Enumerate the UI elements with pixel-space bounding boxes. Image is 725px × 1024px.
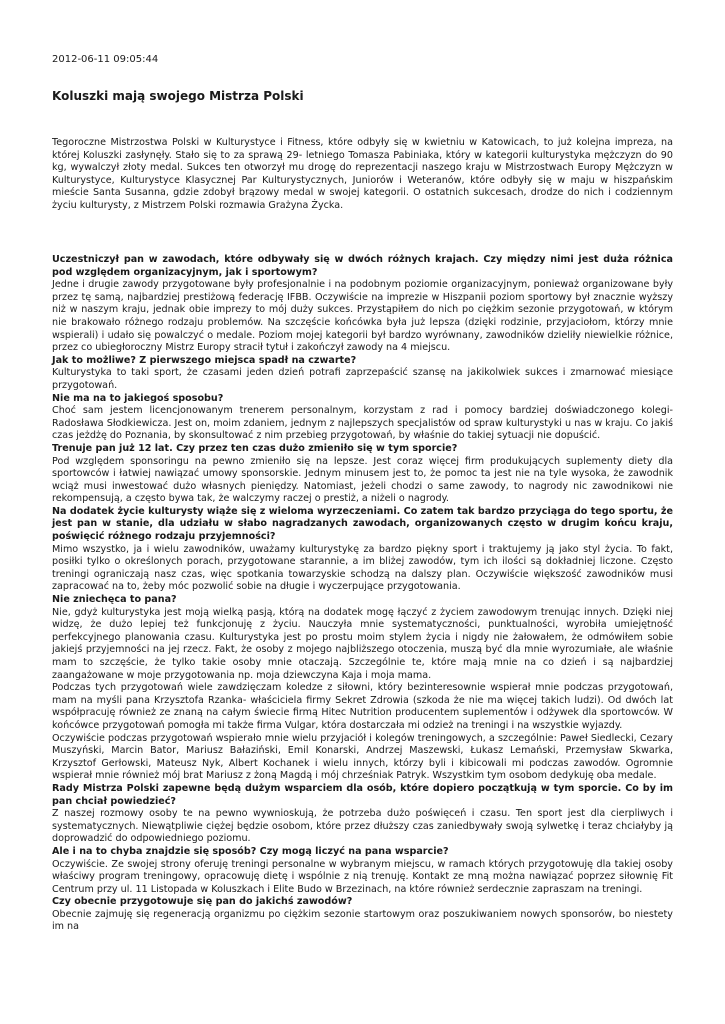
interview-answer: Oczywiście podczas przygotowań wspierało mnie wielu przyjaciół i kolegów treningowych, a szczególnie: Paweł Siedlecki, Cezary Muszyński, Marcin Bator, Mariusz Bałaziński, Emil Konarski, Andrzej Maszewski, Łukasz Lemański, Przemysław Skwarka, Krzysztof Gerłowski, Mateusz Nyk, Albert Kochanek i wielu innych, którzy byli i kibicowali mi podczas zawodów. Ogromnie wspierał mnie również mój brat Mariusz z żoną Magdą i mój chrześniak Patryk. Wszystkim tym osobom dedykuję oba medale.	[52, 732, 673, 782]
interview-question: Rady Mistrza Polski zapewne będą dużym wsparciem dla osób, które dopiero początkują w tym sporcie. Co by im pan chciał powiedzieć?	[52, 782, 673, 807]
interview-question: Ale i na to chyba znajdzie się sposób? Czy mogą liczyć na pana wsparcie?	[52, 845, 449, 857]
interview-answer: Podczas tych przygotowań wiele zawdzięczam koledze z siłowni, który bezinteresownie wspierał mnie podczas przygotowań, mam na myśli pana Krzysztofa Rzanka- właściciela firmy Sekret Zdrowia (szkoda że nie ma więcej takich ludzi). Od dwóch lat współpracuję również ze znaną na całym świecie firmą Hitec Nutrition producentem suplementów i odżywek dla sportowców. W końcówce przygotowań pomogła mi także firma Vulgar, która dostarczała mi odzież na treningi i na wszystkie wyjazdy.	[52, 682, 673, 731]
interview-answer: Pod względem sponsoringu na pewno zmieniło się na lepsze. Jest coraz więcej firm produkujących suplementy diety dla sportowców i łatwiej nawiązać umowy sponsorskie. Jednym minusem jest to, że pomoc ta jest nie na tyle wysoka, że zawodnik wciąż musi inwestować dużo własnych pieniędzy. Natomiast, jeżeli chodzi o same zawody, to nagrody nic zawodnikowi nie rekompensują, a często bywa tak, że walczymy raczej o prestiż, a niżeli o nagrody.	[52, 455, 673, 505]
interview-question: Uczestniczył pan w zawodach, które odbywały się w dwóch różnych krajach. Czy między nimi jest duża różnica pod względem organizacyjnym, jak i sportowym?	[52, 254, 673, 278]
interview-answer: Mimo wszystko, ja i wielu zawodników, uważamy kulturystykę za bardzo piękny sport i traktujemy ją jako styl życia. To fakt, posiłki tylko o określonych porach, przygotowane starannie, a im bliżej zawodów, tym ich ilości są dokładniej liczone. Często treningi ograniczają nasz czas, więc spotkania towarzyskie schodzą na dalszy plan. Oczywiście większość zawodników musi zapracować na to, żeby móc pozwolić sobie na długie i wyczerpujące przygotowania.	[52, 543, 673, 593]
interview-question: Nie zniechęca to pana?	[52, 594, 177, 606]
publication-timestamp: 2012-06-11 09:05:44	[52, 54, 159, 65]
interview-body	[52, 254, 673, 934]
interview-answer: Oczywiście. Ze swojej strony oferuję treningi personalne w wybranym miejscu, w ramach których przygotowuję dla takiej osoby właściwy program treningowy, opracowuję dietę i wspólnie z nią trenuję. Kontakt ze mną można nawiązać poprzez siłownię Fit Centrum przy ul. 11 Listopada w Koluszkach i Elite Budo w Brzezinach, na które również serdecznie zapraszam na treningi.	[52, 858, 673, 895]
interview-answer: Z naszej rozmowy osoby te na pewno wywnioskują, że potrzeba dużo poświęceń i czasu. Ten sport jest dla cierpliwych i systematycznych. Niewątpliwie ciężej będzie osobom, które przez dłuższy czas zaniedbywały swoją sylwetkę i teraz chciałyby ją doprowadzić do odpowiedniego poziomu.	[52, 808, 673, 845]
interview-answer: Choć sam jestem licencjonowanym trenerem personalnym, korzystam z rad i pomocy bardziej doświadczonego kolegi- Radosława Słodkiewicza. Jest on, moim zdaniem, jednym z najlepszych specjalistów od spraw kulturystyki u nas w kraju. Co jakiś czas jeżdżę do Poznania, by skonsultować z nim przebieg przygotowań, by właśnie do takiej sytuacji nie dopuścić.	[52, 405, 673, 442]
interview-question: Nie ma na to jakiegoś sposobu?	[52, 392, 224, 404]
article-lead: Tegoroczne Mistrzostwa Polski w Kulturystyce i Fitness, które odbyły się w kwietniu w Katowicach, to już kolejna impreza, na której Koluszki zasłynęły. Stało się to za sprawą 29- letniego Tomasza Pabiniaka, który w kategorii kulturystyka mężczyzn do 90 kg, wywalczył złoty medal. Sukces ten otworzył mu drogę do reprezentacji naszego kraju w Mistrzostwach Europy Mężczyzn w Kulturystyce, Kulturystyce Klasycznej Par Kulturystycznych, Juniorów i Weteranów, które odbyły się w maju w hiszpańskim mieście Santa Susanna, gdzie zdobył brązowy medal w swojej kategorii. O ostatnich sukcesach, drodze do nich i codziennym życiu kulturysty, z Mistrzem Polski rozmawia Grażyna Życka.	[52, 137, 673, 211]
interview-question: Trenuje pan już 12 lat. Czy przez ten czas dużo zmieniło się w tym sporcie?	[52, 442, 458, 454]
interview-answer: Nie, gdyż kulturystyka jest moją wielką pasją, którą na dodatek mogę łączyć z życiem zawodowym trenując innych. Dzięki niej widzę, że dużo lepiej też funkcjonuję z życiu. Nauczyła mnie systematyczności, punktualności, wyrobiła umiejętność perfekcyjnego planowania czasu. Kulturystyka jest po prostu moim stylem życia i nigdy nie żałowałem, że odmówiłem sobie jakiejś przyjemności na jej rzecz. Fakt, że osoby z mojego najbliższego otoczenia, muszą być dla mnie wyrozumiałe, ale właśnie mam to szczęście, że tylko takie osoby mnie otaczają. Szczególnie te, które mają mnie na co dzień i są najbardziej zaangażowane w moje przygotowania np. moja dziewczyna Kaja i moja mama.	[52, 606, 673, 681]
interview-answer: Obecnie zajmuję się regeneracją organizmu po ciężkim sezonie startowym oraz poszukiwaniem nowych sponsorów, bo niestety im na	[52, 908, 673, 933]
interview-question: Czy obecnie przygotowuje się pan do jakichś zawodów?	[52, 896, 353, 908]
interview-answer: Jedne i drugie zawody przygotowane były profesjonalnie i na podobnym poziomie organizacyjnym, ponieważ organizowane były przez tę samą, najbardziej prestiżową federację IFBB. Oczywiście na imprezie w Hiszpanii poziom sportowy był znacznie wyższy niż w naszym kraju, jednak obie imprezy to mój duży sukces. Przystąpiłem do nich po ciężkim sezonie przygotowań, w którym nie brakowało różnego rodzaju problemów. Na szczęście końcówka była już lepsza (dzięki rodzinie, przyjaciołom, którzy mnie wspierali) i udało się powalczyć o medale. Poziom mojej kategorii był bardzo wyrównany, zawodników dzieliły niewielkie różnice, przez co ubiegłoroczny Mistrz Europy stracił tytuł i zakończył zawody na 4 miejscu.	[52, 279, 673, 354]
interview-question: Na dodatek życie kulturysty wiąże się z wieloma wyrzeczeniami. Co zatem tak bardzo przyciąga do tego sportu, że jest pan w stanie, dla udziału w słabo nagradzanych zawodach, organizowanych często w drugim końcu kraju, poświęcić różnego rodzaju przyjemności?	[52, 505, 673, 543]
article-title: Koluszki mają swojego Mistrza Polski	[52, 89, 304, 103]
interview-question: Jak to możliwe? Z pierwszego miejsca spadł na czwarte?	[52, 354, 357, 366]
interview-answer: Kulturystyka to taki sport, że czasami jeden dzień potrafi zaprzepaścić szansę na jakikolwiek sukces i zmarnować miesiące przygotowań.	[52, 367, 673, 391]
